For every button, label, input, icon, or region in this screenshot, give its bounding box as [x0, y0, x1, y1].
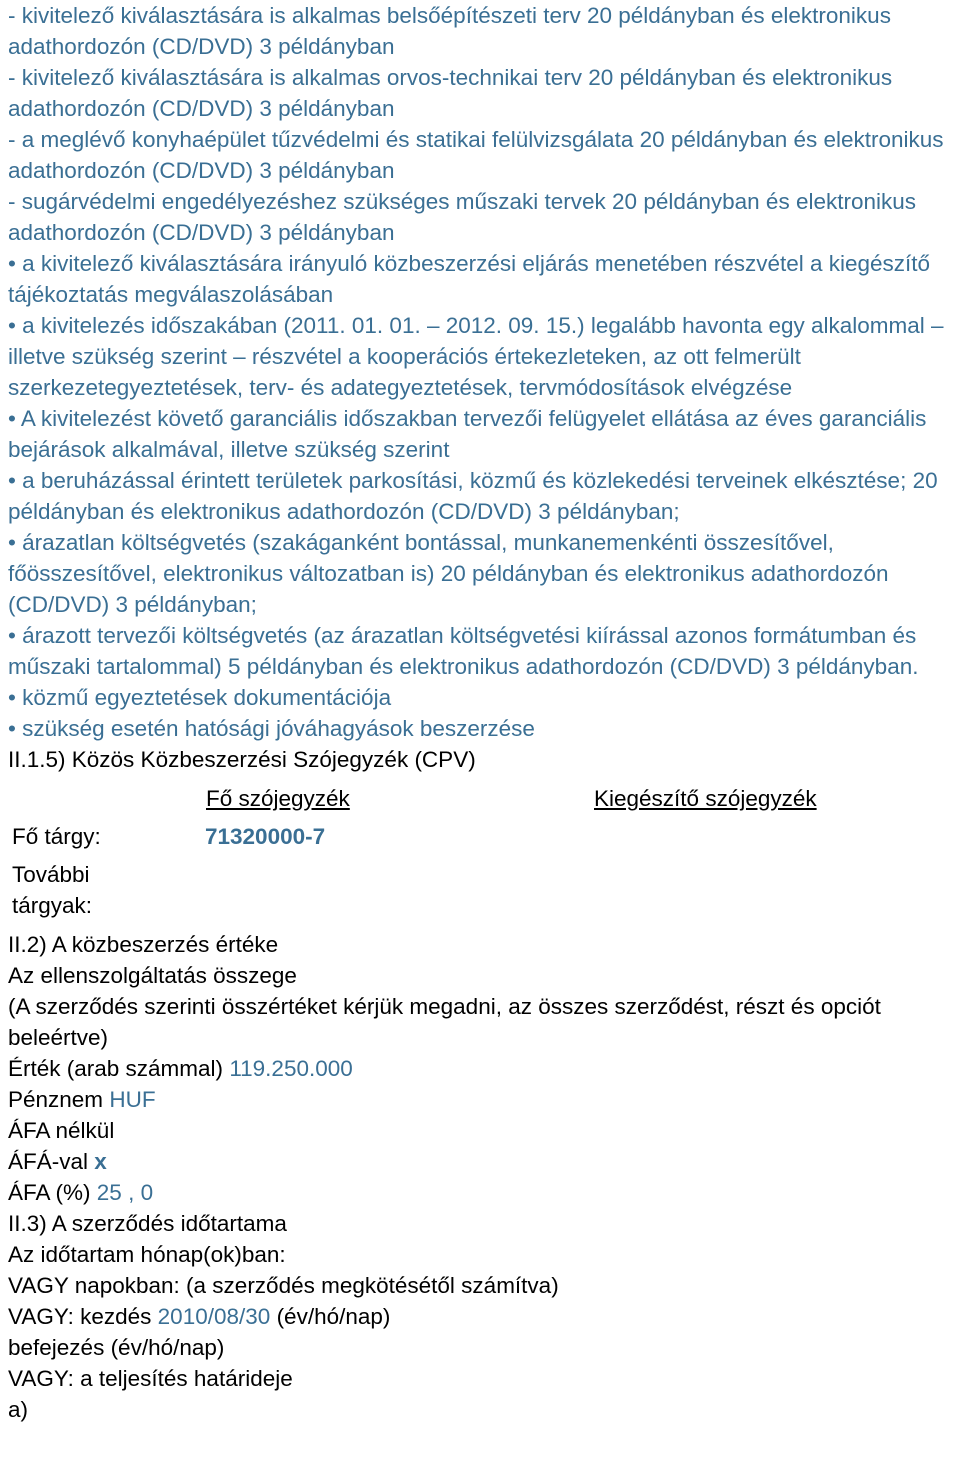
bullet-item [8, 682, 960, 713]
days-line: VAGY napokban: (a szerződés megkötésétől számítva) [8, 1273, 559, 1298]
start-prefix: VAGY: kezdés [8, 1304, 152, 1329]
amount-label: Érték (arab számmal) [8, 1056, 224, 1081]
duration-heading: II.3) A szerződés időtartama [8, 1211, 287, 1236]
value-line-1: Az ellenszolgáltatás összege [8, 963, 297, 988]
value-heading: II.2) A közbeszerzés értéke [8, 932, 279, 957]
vat-pct-value: 25 , 0 [96, 1180, 154, 1205]
bullet-item [8, 713, 960, 744]
bullet-item-text: • árazott tervezői költségvetés (az árazatlan költségvetési kiírással azonos formátumban és műszaki tartalommal) 5 példányban és elektronikus adathordozón (CD/DVD) 3 példányban. [8, 623, 919, 679]
cpv-column-headers [8, 781, 960, 817]
bullet-item-text: • a beruházással érintett területek parkosítási, közmű és közlekedési terveinek elkésztése; 20 példányban és elektronikus adathordozón (CD/DVD) 3 példányban; [8, 468, 938, 524]
bullet-item-text: • a kivitelező kiválasztására irányuló közbeszerzési eljárás menetében részvétel a kiegészítő tájékoztatás megválaszolásában [8, 251, 931, 307]
vat-pct-label: ÁFA (%) [8, 1180, 91, 1205]
currency-line [8, 1084, 960, 1115]
dash-item-text: - sugárvédelmi engedélyezéshez szükséges műszaki tervek 20 példányban és elektronikus adathordozón (CD/DVD) 3 példányban [8, 189, 916, 245]
bullet-item [8, 465, 960, 527]
cpv-main-label: Fő tárgy: [12, 824, 101, 849]
dash-item [8, 124, 960, 186]
bullet-item-text: • szükség esetén hatósági jóváhagyások beszerzése [8, 716, 535, 741]
amount-line [8, 1053, 960, 1084]
bullet-item [8, 403, 960, 465]
vat-incl-value: x [94, 1149, 107, 1174]
value-line-2: (A szerződés szerinti összértéket kérjük megadni, az összes szerződést, részt és opciót beleértve) [8, 994, 881, 1050]
end-line: befejezés (év/hó/nap) [8, 1335, 225, 1360]
cpv-heading: II.1.5) Közös Közbeszerzési Szójegyzék (CPV) [8, 747, 476, 772]
bullet-item [8, 620, 960, 682]
bullet-item-text: • a kivitelezés időszakában (2011. 01. 01. – 2012. 09. 15.) legalább havonta egy alkalommal – illetve szükség szerint – részvétel a kooperációs értekezleteken, az ott felmerült szerkezetegyeztetések, terv- és adategyeztetések, tervmódosítások elvégzése [8, 313, 944, 400]
cpv-main-row [8, 817, 960, 855]
currency-value: HUF [109, 1087, 156, 1112]
last-line: a) [8, 1397, 29, 1422]
vat-incl-label: ÁFÁ-val [8, 1149, 89, 1174]
amount-value: 119.250.000 [229, 1056, 353, 1081]
deadline-line: VAGY: a teljesítés határideje [8, 1366, 293, 1391]
cpv-main-value: 71320000-7 [205, 824, 326, 849]
vat-incl-line [8, 1146, 960, 1177]
vat-pct-line [8, 1177, 960, 1208]
vat-excl-line: ÁFA nélkül [8, 1118, 115, 1143]
dash-item-text: - kivitelező kiválasztására is alkalmas orvos-technikai terv 20 példányban és elektronikus adathordozón (CD/DVD) 3 példányban [8, 65, 893, 121]
dash-item [8, 62, 960, 124]
cpv-main-header: Fő szójegyzék [206, 786, 350, 811]
bullet-item-text: • árazatlan költségvetés (szakáganként bontással, munkanemenkénti összesítővel, főösszesítővel, elektronikus változatban is) 20 példányban és elektronikus adathordozón (CD/DVD) 3 példányban; [8, 530, 889, 617]
cpv-more-row [8, 855, 960, 929]
dash-item [8, 186, 960, 248]
bullet-item-text: • A kivitelezést követő garanciális időszakban tervezői felügyelet ellátása az éves garanciális bejárások alkalmával, illetve szükség szerint [8, 406, 927, 462]
dash-item-text: - a meglévő konyhaépület tűzvédelmi és statikai felülvizsgálata 20 példányban és elektronikus adathordozón (CD/DVD) 3 példányban [8, 127, 944, 183]
dash-item [8, 0, 960, 62]
bullet-item [8, 527, 960, 620]
months-line: Az időtartam hónap(ok)ban: [8, 1242, 286, 1267]
bullet-item-text: • közmű egyeztetések dokumentációja [8, 685, 392, 710]
bullet-item [8, 310, 960, 403]
dash-item-text: - kivitelező kiválasztására is alkalmas belsőépítészeti terv 20 példányban és elektronikus adathordozón (CD/DVD) 3 példányban [8, 3, 891, 59]
bullet-item [8, 248, 960, 310]
start-suffix: (év/hó/nap) [276, 1304, 391, 1329]
cpv-more-label: További tárgyak: [12, 862, 93, 918]
start-line [8, 1301, 960, 1332]
start-date: 2010/08/30 [157, 1304, 271, 1329]
cpv-extra-header: Kiegészítő szójegyzék [594, 786, 817, 811]
currency-label: Pénznem [8, 1087, 104, 1112]
